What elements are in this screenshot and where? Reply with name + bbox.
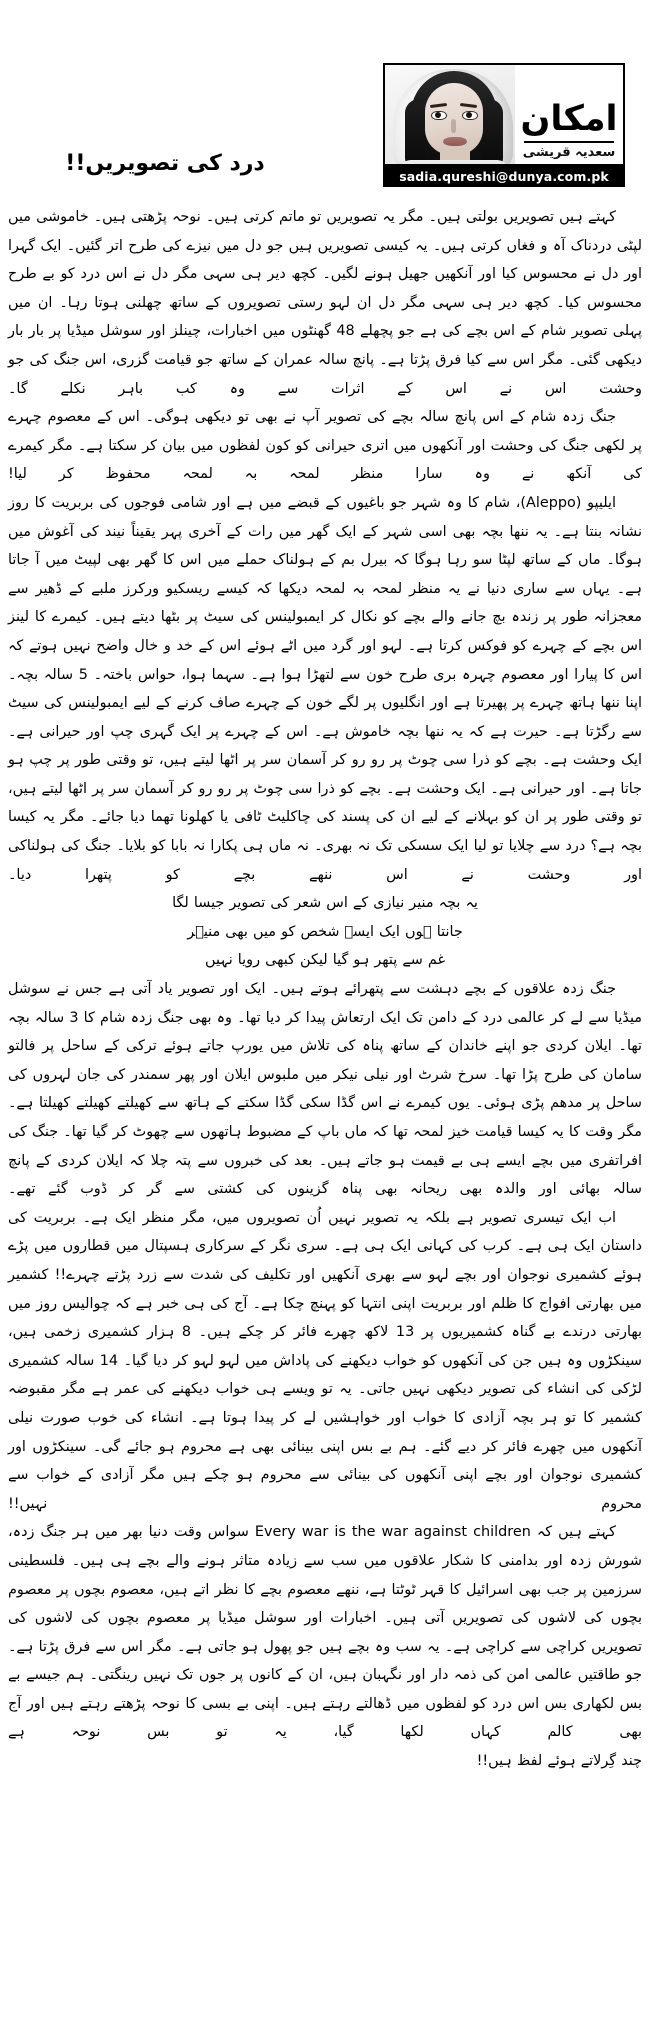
column-masthead-box <box>383 63 625 166</box>
article-body <box>8 203 642 1776</box>
paragraph: جنگ زدہ شام کے اس پانچ سالہ بچے کی تصویر آپ نے بھی تو دیکھی ہوگی۔ اس کے معصوم چہرے پر لکھی جنگ کی وحشت اور آنکھوں میں اتری حیرانی کو کون لفظوں میں بیان کر سکتا ہے۔ مگر کیمرے کی آنکھ نے وہ سارا منظر لمحہ بہ لمحہ محفوظ کر لیا! <box>8 409 642 483</box>
author-portrait-photo <box>385 65 521 166</box>
masthead-divider <box>524 141 614 143</box>
masthead-inner <box>385 65 623 164</box>
pupil-right <box>466 112 472 118</box>
author-email-bar[interactable] <box>383 166 625 187</box>
paragraph: اب ایک تیسری تصویر ہے بلکہ یہ تصویر نہیں اُن تصویروں میں، مگر منظر ایک ہے۔ بربریت کی داستان ایک ہی ہے۔ کرب کی کہانی ایک ہی ہے۔ سری نگر کے سرکاری ہسپتال میں قطاروں میں پڑے ہوئے کشمیری نوجوان اور بچے لہو سے بھری آنکھیں اور تکلیف کی شدت سے زرد پڑتے چہرے!! کشمیر میں بھارتی افواج کا ظلم اور بربریت اپنی انتہا کو پہنچ چکا ہے۔ آج کی ہی خبر ہے کہ چوالیس روز میں بھارتی درندے بے گناہ کشمیریوں پر 13 لاکھ چھرے فائر کر چکے ہیں۔ 8 ہزار کشمیری زخمی ہیں، سینکڑوں وہ ہیں جن کی آنکھوں کو خواب دیکھنے کی پاداش میں لہو لہو کر دیا گیا۔ 14 سالہ کشمیری لڑکی کی انشاء کی تصویر دیکھی نہیں جاتی۔ یہ تو ویسے ہی خواب دیکھنے کی عمر ہے مگر مقبوضہ کشمیر کا تو ہر بچہ آزادی کا خواب اور خواہشیں لے کر پیدا ہوتا ہے۔ انشاء کی خوب صورت نیلی آنکھوں میں چھرے فائر کر دیے گئے۔ ہم بے بس اپنی بینائی بھی ہے محروم ہو جائے گی۔ سینکڑوں اور کشمیری نوجوان اور بچے اپنی آنکھوں کی بینائی سے محروم ہو چکے ہیں مگر آزادی کے خواب سے محروم نہیں!! <box>8 1209 642 1512</box>
poetry-verse: جانتا ہوں ایک ایسے شخص کو میں بھی منیؔر <box>187 923 463 940</box>
verse-intro-line: یہ بچہ منیر نیازی کے اس شعر کی تصویر جیسا لگا <box>172 895 478 912</box>
masthead-text-column <box>515 65 623 164</box>
page-title: درد کی تصویریں!! <box>65 151 265 176</box>
poetry-verse: غم سے پتھر ہو گیا لیکن کبھی رویا نہیں <box>204 952 446 969</box>
author-email-text: sadia.qureshi@dunya.com.pk <box>399 169 609 184</box>
pupil-left <box>435 112 441 118</box>
lips-shape <box>443 137 467 146</box>
hair-left-strand <box>405 99 427 166</box>
column-logo-title: امکان <box>520 98 618 139</box>
hair-right-strand <box>481 99 503 166</box>
closing-line: چند گِرلاتے ہوئے لفظ ہیں!! <box>476 1753 642 1770</box>
paragraph: کہتے ہیں تصویریں بولتی ہیں۔ مگر یہ تصویریں تو ماتم کرتی ہیں۔ نوحہ پڑھتی ہیں۔ خاموشی میں لپٹی دردناک آہ و فغاں کرتی ہیں۔ یہ کیسی تصویریں ہیں جو دل میں نیزے کی طرح اتر گئیں۔ ایک گہرا اور دل نے محسوس کیا اور آنکھیں جھیل ہونے لگیں۔ کچھ دیر ہی سہی مگر دل نے اس درد کو بے طرح محسوس کیا۔ کچھ دیر ہی سہی مگر دل ان لہو رستی تصویروں کے ساتھ چھلنی ہوتا رہا۔ ان میں پہلی تصویر شام کے اس بچے کی ہے جو پچھلے 48 گھنٹوں میں اخبارات، چینلز اور سوشل میڈیا پر بار بار دیکھی گئی۔ مگر اس سے کیا فرق پڑتا ہے۔ پانچ سالہ عمران کے ساتھ جو قیامت گزری، اس جنگ کی جو وحشت اس نے اس کے اثرات سے وہ کب باہر نکلے گا۔ <box>8 209 642 397</box>
paragraph: ایلیپو (Aleppo)، شام کا وہ شہر جو باغیوں کے قبضے میں ہے اور شامی فوجوں کی بربریت کا روز نشانہ بنتا ہے۔ یہ ننھا بچہ بھی اسی شہر کے ایک گھر میں رات کے آخری پہر یقیناً نیند کی آغوش میں ہوگا۔ ماں کے ساتھ لپٹا سو رہا ہوگا کہ بیرل بم کے ہولناک حملے میں اس کا گھر بھی لپیٹ میں آ جاتا ہے۔ یہاں سے ساری دنیا نے یہ منظر لمحہ بہ لمحہ دیکھا کہ کیسے ریسکیو ورکرز ملبے کے ڈھیر سے معجزانہ طور پر زندہ بچ جانے والے بچے کو نکال کر ایمبولینس کی سیٹ پر بٹھا دیتے ہیں۔ کیمرے کا لینز اس بچے کے چہرے کو فوکس کرتا ہے۔ لہو اور گرد میں اٹے ہوئے اس کے خد و خال واضح نہیں ہوتے کہ اس کا پیارا اور معصوم چہرہ بری طرح خون سے لتھڑا ہوا ہے۔ سہما ہوا، حواس باختہ۔ 5 سالہ بچہ۔ اپنا ننھا ہاتھ چہرے پر پھیرتا ہے اور انگلیوں پر لگے خون کے چہرے صاف کرنے کے لیے ایمبولینس کی سیٹ سے رگڑتا ہے۔ حیرت ہے کہ یہ ننھا بچہ خاموش ہے۔ اس کے چہرے پر ایک گہری چپ اور حیرانی ہے۔ ایک وحشت ہے۔ بچے کو ذرا سی چوٹ پر رو رو کر آسمان سر پر اٹھا لیتے ہیں، تو وقتی طور پر چپ ہو جاتا ہے۔ اور حیرانی ہے۔ ایک وحشت ہے۔ بچے کو ذرا سی چوٹ پر رو رو کر آسمان سر پر اٹھا لیتے ہیں، تو وقتی طور پر ان کو بہلانے کے لیے ان کی پسند کی چاکلیٹ ٹافی یا کھلونا تھما دیا جائے۔ مگر یہ کیسا بچہ ہے؟ درد سے چلایا تو لیا ایک سسکی تک نہ بھری۔ نہ ماں ہی پکارا نہ بابا کو بلایا۔ جنگ کی ہولناکی اور وحشت نے اس ننھے بچے کو پتھرا دیا۔ <box>8 494 642 883</box>
author-name: سعدیہ قریشی <box>522 144 616 160</box>
paragraph: جنگ زدہ علاقوں کے بچے دہشت سے پتھرائے ہوتے ہیں۔ ایک اور تصویر یاد آتی ہے جس نے سوشل میڈیا سے لے کر عالمی درد کے دامن تک ایک ارتعاش پیدا کر دیا تھا۔ وہ بھی جنگ زدہ شام کا 3 سالہ بچہ تھا۔ ایلان کردی جو اپنے خاندان کے ساتھ پناہ کی تلاش میں یورپ جاتے ہوئے ترکی کے ساحل پر فالتو سامان کی طرح پڑا تھا۔ سرخ شرٹ اور نیلی نیکر میں ملبوس ایلان اور پھر سمندر کی جان لہروں کی ساحل پر مدھم پڑی ہوئی۔ یوں کیمرے نے اس گڈا سکی گڈا سکتے کے ہاتھ سے کھیلتے کھیلتے کھیلتا ہے۔ مگر وقت کا یہ کیسا قیامت خیز لمحہ تھا کہ ماں باپ کے مضبوط ہاتھوں سے چھوٹ کر گیا تھا۔ جنگ کی افراتفری میں بچے ایسے ہی بے قیمت ہو جاتے ہیں۔ بعد کی خبروں سے پتہ چلا کہ ایلان کردی کے پانچ سالہ بھائی اور والدہ بھی ریحانہ بھی پناہ گزینوں کی کشتی سے گر کر ڈوب گئے تھے۔ <box>8 981 642 1198</box>
nose-shape <box>451 119 456 133</box>
article-header <box>0 0 650 196</box>
paragraph: کہتے ہیں کہ Every war is the war against children سواس وقت دنیا بھر میں ہر جنگ زدہ، شورش زدہ اور بدامنی کا شکار علاقوں میں سب سے زیادہ متاثر ہونے والے بچے ہی ہیں۔ فلسطینی سرزمین پر جب بھی اسرائیل کا قہر ٹوٹتا ہے، ننھے معصوم بچے کا نظر اتے ہیں، معصوم بچوں پر معصوم بچوں کی لاشوں کی تصویریں آتی ہیں۔ اخبارات اور سوشل میڈیا پر معصوم بچوں کی لاشوں کی تصویریں کراچی سے کراچی ہے۔ یہ سب وہ بچے ہیں جو پھول ہو جاتی ہے۔ مگر اس سے فرق پڑتا ہے۔ جو طاقتیں عالمی امن کی ذمہ دار اور نگہبان ہیں، ان کے کانوں پر جوں تک نہیں رینگتی۔ ہم جیسے بے بس لکھاری بس اس درد کو لفظوں میں ڈھالتے رہتے ہیں۔ اپنی بے بسی کا نوحہ پڑھتے رہتے ہیں اور آج بھی کالم کہاں لکھا گیا، یہ تو بس نوحہ ہے <box>8 1524 642 1741</box>
